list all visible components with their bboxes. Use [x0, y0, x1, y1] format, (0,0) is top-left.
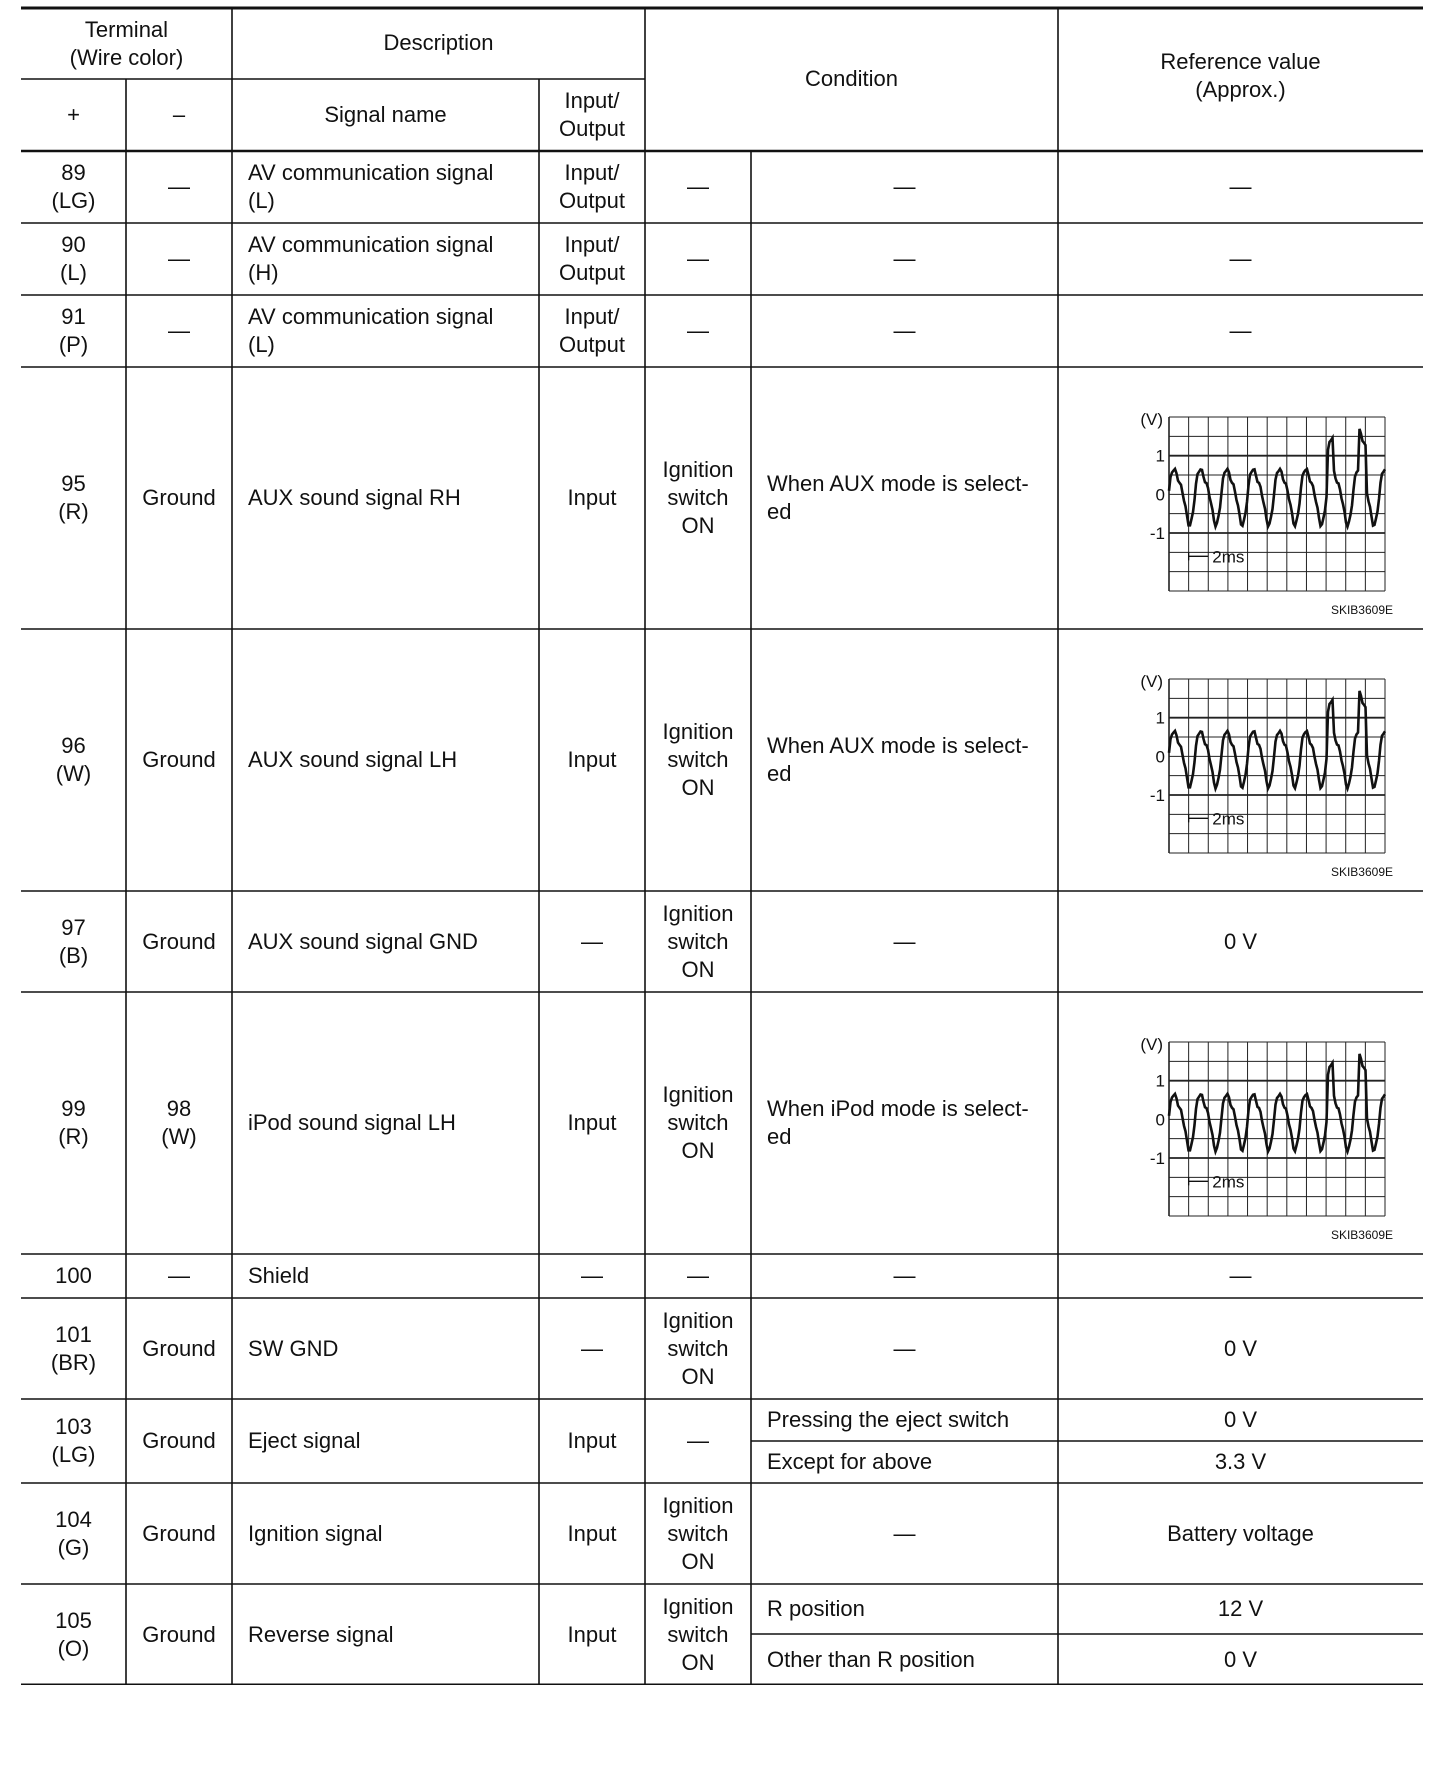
figure-code: SKIB3609E — [1330, 1228, 1393, 1242]
scope-unit-label: (V) — [1140, 410, 1163, 429]
input-output: Input — [567, 747, 617, 772]
header-reference: Reference value — [1160, 49, 1321, 74]
input-output: — — [581, 928, 603, 954]
terminal-minus: Ground — [142, 485, 216, 510]
scope-time-div-label: 2ms — [1212, 1172, 1245, 1192]
reference-value: 0 V — [1223, 928, 1258, 954]
condition-state: — — [687, 174, 709, 199]
header-minus: – — [172, 102, 186, 127]
condition-detail: Except for above — [767, 1449, 933, 1474]
signal-name: AUX sound signal LH — [248, 747, 458, 772]
input-output: Input — [567, 1520, 617, 1546]
terminal-plus: 104 (G) — [55, 1506, 92, 1560]
condition-state: Ignition switch ON — [662, 1082, 734, 1163]
condition-state: — — [687, 318, 709, 343]
input-output: Input — [567, 1428, 617, 1453]
signal-name: Reverse signal — [248, 1621, 394, 1647]
terminal-plus: 95 (R) — [58, 471, 89, 524]
scope-y-tick: 0 — [1155, 485, 1165, 505]
condition-detail: — — [893, 246, 916, 271]
reference-value: — — [1229, 1263, 1252, 1288]
signal-name: iPod sound signal LH — [248, 1110, 456, 1135]
signal-name: SW GND — [248, 1335, 339, 1361]
signal-name: Shield — [248, 1263, 310, 1288]
scope-y-tick: 0 — [1155, 1110, 1165, 1130]
input-output: — — [581, 1263, 603, 1288]
reference-value: Battery voltage — [1167, 1520, 1314, 1546]
condition-state: Ignition switch ON — [662, 900, 734, 982]
header-signal-name: Signal name — [324, 102, 447, 127]
terminal-minus: Ground — [142, 1428, 216, 1453]
condition-state: — — [687, 1263, 709, 1288]
scope-unit-label: (V) — [1140, 672, 1163, 691]
signal-name: Ignition signal — [248, 1520, 383, 1546]
condition-detail: — — [893, 1520, 916, 1546]
scope-y-tick: -1 — [1149, 786, 1165, 805]
terminal-plus: 90 (L) — [60, 232, 87, 285]
reference-value: — — [1229, 174, 1252, 199]
terminal-reference-table — [21, 6, 1423, 1685]
signal-name: AV communication signal (H) — [248, 232, 494, 285]
condition-state: Ignition switch ON — [662, 1492, 734, 1574]
terminal-minus: — — [168, 174, 190, 199]
figure-code: SKIB3609E — [1330, 603, 1393, 617]
time-div-marker — [1189, 814, 1209, 822]
scope-time-div-label: 2ms — [1212, 547, 1245, 567]
header-plus: + — [67, 102, 80, 127]
scope-y-tick: 1 — [1155, 708, 1165, 728]
reference-value: 0 V — [1223, 1335, 1258, 1361]
terminal-plus: 99 (R) — [58, 1096, 89, 1149]
terminal-minus: Ground — [142, 1621, 216, 1647]
reference-value: 0 V — [1223, 1407, 1258, 1432]
terminal-minus: — — [168, 318, 190, 343]
condition-state: Ignition switch ON — [662, 719, 734, 800]
waveform-scope — [1140, 1035, 1393, 1242]
condition-detail: When AUX mode is select- ed — [767, 733, 1029, 786]
reference-value: 3.3 V — [1214, 1449, 1267, 1474]
scope-y-tick: -1 — [1149, 524, 1165, 543]
terminal-plus: 89 (LG) — [51, 160, 96, 213]
terminal-plus: 96 (W) — [55, 733, 92, 786]
terminal-plus: 97 (B) — [58, 914, 89, 968]
reference-value: 12 V — [1217, 1596, 1264, 1621]
signal-trace — [1169, 691, 1385, 789]
condition-state: — — [687, 246, 709, 271]
signal-trace — [1169, 429, 1385, 527]
condition-state: — — [687, 1428, 709, 1453]
signal-name: AV communication signal (L) — [248, 304, 494, 357]
terminal-plus: 105 (O) — [55, 1607, 92, 1661]
condition-detail: R position — [767, 1596, 865, 1621]
time-div-marker — [1189, 552, 1209, 560]
signal-name: AUX sound signal RH — [248, 485, 461, 510]
header-approx: (Approx.) — [1195, 77, 1286, 102]
input-output: — — [581, 1335, 603, 1361]
terminal-minus: 98 (W) — [161, 1096, 197, 1149]
condition-state: Ignition switch ON — [662, 1307, 734, 1389]
input-output: Input — [567, 485, 617, 510]
terminal-minus: Ground — [142, 1520, 216, 1546]
condition-state: Ignition switch ON — [662, 1593, 734, 1675]
header-condition: Condition — [805, 65, 898, 91]
reference-value: 0 V — [1223, 1646, 1258, 1672]
input-output: Input/ Output — [558, 160, 626, 213]
scope-unit-label: (V) — [1140, 1035, 1163, 1054]
terminal-minus: Ground — [142, 1335, 216, 1361]
header-terminal-label: Terminal — [84, 17, 169, 42]
condition-detail: — — [893, 318, 916, 343]
reference-value: — — [1229, 246, 1252, 271]
header-description: Description — [383, 29, 494, 55]
header-reference-block — [1058, 46, 1423, 106]
signal-trace — [1169, 1054, 1385, 1152]
signal-name: AUX sound signal GND — [248, 928, 478, 954]
input-output: Input — [567, 1621, 617, 1647]
terminal-plus: 91 (P) — [58, 304, 89, 357]
condition-detail: When iPod mode is select- ed — [767, 1096, 1029, 1149]
figure-code: SKIB3609E — [1330, 865, 1393, 879]
input-output: Input/ Output — [558, 304, 626, 357]
condition-detail: — — [893, 1335, 916, 1361]
condition-detail: Pressing the eject switch — [767, 1407, 1010, 1432]
reference-value: — — [1229, 318, 1252, 343]
header-input-output: Input/ Output — [558, 88, 626, 141]
input-output: Input/ Output — [558, 232, 626, 285]
waveform-scope — [1140, 410, 1393, 617]
condition-state: Ignition switch ON — [662, 457, 734, 538]
condition-detail: — — [893, 1263, 916, 1288]
signal-name: AV communication signal (L) — [248, 160, 494, 213]
terminal-minus: Ground — [142, 747, 216, 772]
scope-y-tick: 1 — [1155, 446, 1165, 466]
signal-name: Eject signal — [248, 1428, 361, 1453]
time-div-marker — [1189, 1177, 1209, 1185]
terminal-plus: 101 (BR) — [50, 1321, 97, 1375]
terminal-minus: Ground — [142, 928, 216, 954]
terminal-minus: — — [168, 246, 190, 271]
scope-time-div-label: 2ms — [1212, 809, 1245, 829]
condition-detail: — — [893, 174, 916, 199]
scope-y-tick: 1 — [1155, 1071, 1165, 1091]
input-output: Input — [567, 1110, 617, 1135]
waveform-scope — [1140, 672, 1393, 879]
scope-y-tick: -1 — [1149, 1149, 1165, 1168]
condition-detail: Other than R position — [767, 1646, 975, 1672]
terminal-plus: 100 — [55, 1263, 92, 1288]
header-wire-color: (Wire color) — [69, 45, 184, 70]
terminal-plus: 103 (LG) — [51, 1414, 96, 1467]
scope-y-tick: 0 — [1155, 747, 1165, 767]
condition-detail: — — [893, 928, 916, 954]
condition-detail: When AUX mode is select- ed — [767, 471, 1029, 524]
terminal-minus: — — [168, 1263, 190, 1288]
header-terminal-block — [21, 14, 232, 74]
